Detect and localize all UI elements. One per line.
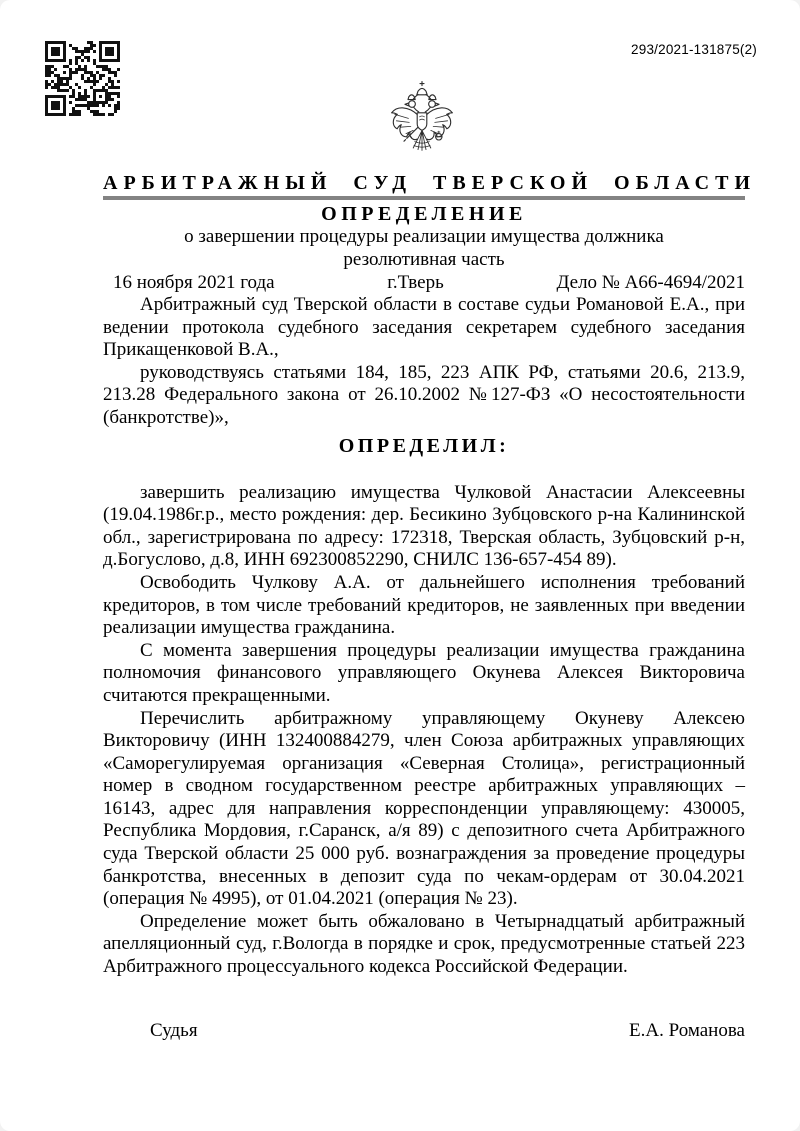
paragraph-terminate-powers: С момента завершения процедуры реализации имущества гражданина полномочия финансового управляющего Окунева Алексея Викторовича считаются прекращенными.	[103, 639, 745, 706]
document-part-label: резолютивная часть	[343, 249, 505, 270]
paragraph-legal-basis: руководствуясь статьями 184, 185, 223 АПК РФ, статьями 20.6, 213.9, 213.28 Федерального закона от 26.10.2002 №127-ФЗ «О несостоятельности (банкротстве)»,	[103, 361, 745, 428]
header-divider-rule	[103, 196, 745, 200]
case-info-row	[103, 271, 745, 294]
paragraph-appeal-procedure: Определение может быть обжаловано в Четырнадцатый арбитражный апелляционный суд, г.Вологда в порядке и срок, предусмотренные статьей 223 Арбитражного процессуального кодекса Российской Федерации.	[103, 910, 745, 978]
document-number: 293/2021-131875(2)	[631, 42, 757, 57]
ruling-date: 16 ноября 2021 года	[113, 272, 275, 293]
paragraph-court-composition: Арбитражный суд Тверской области в составе судьи Романовой Е.А., при ведении протокола судебного заседания секретарем судебного заседания Прикащенковой В.А.,	[103, 294, 745, 361]
signature-row	[103, 1019, 745, 1042]
paragraph-transfer-remuneration: Перечислить арбитражному управляющему Окуневу Алексею Викторовичу (ИНН 132400884279, член Союза арбитражных управляющих «Саморегулируемая организация «Северная Столица», регистрационный номер в сводном государственном реестре арбитражных управляющих – 16143, адрес для направления корреспонденции управляющему: 430005, Республика Мордовия, г.Саранск, а/я 89) с депозитного счета Арбитражного суда Тверской области 25 000 руб. вознаграждения за проведение процедуры банкротства, внесенных в депозит суда по чекам-ордерам от 30.04.2021 (операция № 4995), от 01.04.2021 (операция № 23).	[103, 707, 745, 910]
paragraph-complete-realization: завершить реализацию имущества Чулковой Анастасии Алексеевны (19.04.1986г.р., место рождения: дер. Бесикино Зубцовского р-на Калининской обл., зарегистрирована по адресу: 172318, Тверская область, Зубцовский р-н, д.Богуслово, д.8, ИНН 692300852290, СНИЛС 136-657-454 89).	[103, 481, 745, 571]
judge-role-label: Судья	[150, 1019, 198, 1041]
court-city: г.Тверь	[387, 272, 444, 293]
document-title: ОПРЕДЕЛЕНИЕ	[321, 203, 527, 225]
court-name-heading: АРБИТРАЖНЫЙ СУД ТВЕРСКОЙ ОБЛАСТИ	[103, 172, 757, 194]
document-subtitle: о завершении процедуры реализации имущества должника	[184, 226, 664, 247]
case-number: Дело № А66-4694/2021	[556, 272, 745, 293]
ruling-heading: ОПРЕДЕЛИЛ:	[338, 434, 510, 457]
document-body	[103, 0, 757, 1042]
judge-name: Е.А. Романова	[629, 1019, 745, 1041]
paragraph-release-debtor: Освободить Чулкову А.А. от дальнейшего исполнения требований кредиторов, в том числе требований кредиторов, не заявленных при введении реализации имущества гражданина.	[103, 571, 745, 639]
